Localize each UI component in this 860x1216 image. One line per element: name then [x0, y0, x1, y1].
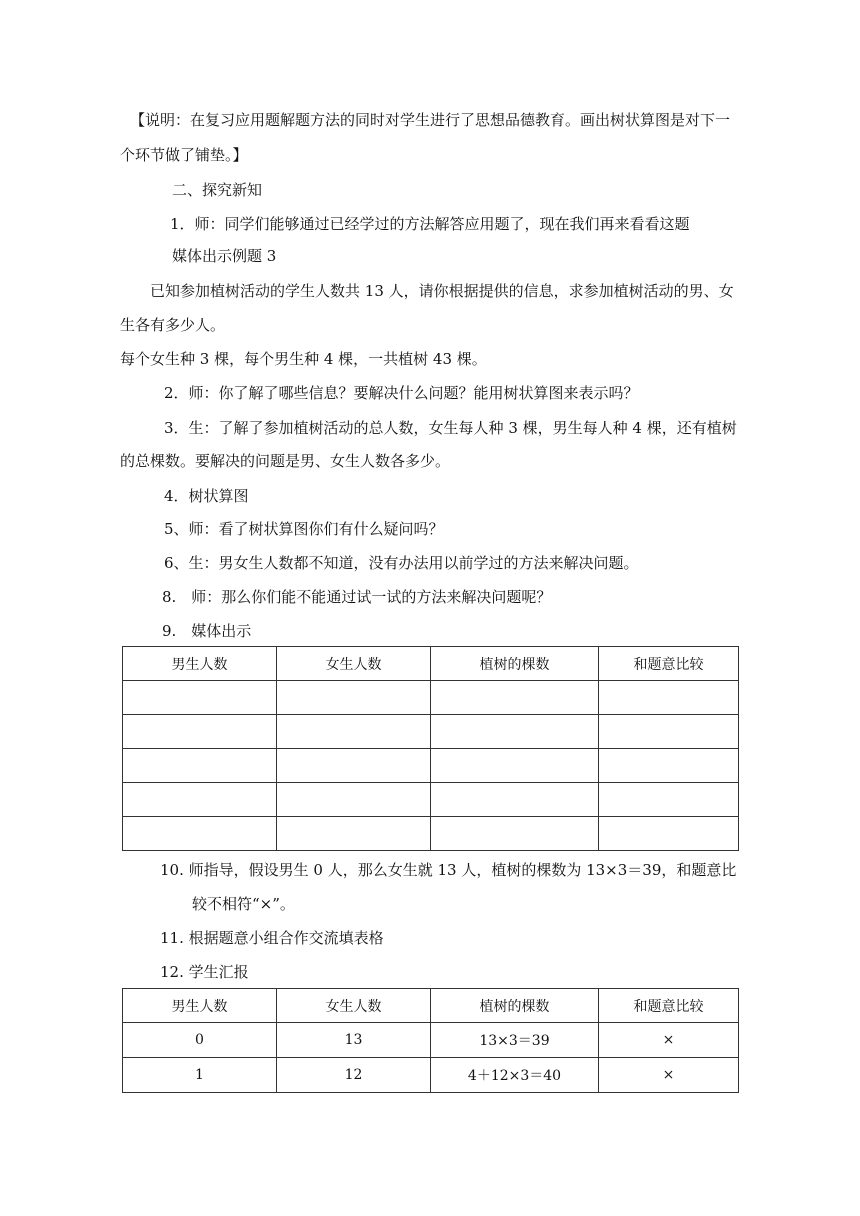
header-cell: 女生人数	[277, 647, 431, 681]
table-cell	[431, 749, 599, 783]
table-cell: 0	[123, 1023, 277, 1058]
problem-line-2: 生各有多少人。	[120, 316, 226, 334]
paragraph-9: 9. 媒体出示	[162, 622, 252, 640]
paragraph-3-line-1: 3．生：了解了参加植树活动的总人数，女生每人种 3 棵，男生每人种 4 棵，还有植树	[164, 419, 737, 437]
table-cell: ×	[599, 1058, 739, 1093]
empty-trial-table	[122, 646, 739, 851]
table-row	[123, 681, 739, 715]
paragraph-12: 12. 学生汇报	[160, 963, 249, 981]
table-cell	[599, 715, 739, 749]
table-row	[123, 1023, 739, 1058]
problem-line-1: 已知参加植树活动的学生人数共 13 人，请你根据提供的信息，求参加植树活动的男、女	[150, 282, 734, 300]
table-cell	[431, 715, 599, 749]
note-line-1: 【说明：在复习应用题解题方法的同时对学生进行了思想品德教育。画出树状算图是对下一	[130, 111, 731, 129]
paragraph-1: 1．师：同学们能够通过已经学过的方法解答应用题了，现在我们再来看看这题	[170, 215, 690, 233]
table-cell	[123, 749, 277, 783]
table-cell	[277, 681, 431, 715]
table-row	[123, 749, 739, 783]
table-cell	[277, 715, 431, 749]
table-row	[123, 1058, 739, 1093]
paragraph-5: 5、师：看了树状算图你们有什么疑问吗？	[164, 520, 444, 538]
table-cell	[431, 783, 599, 817]
table-cell: 13	[277, 1023, 431, 1058]
paragraph-11: 11. 根据题意小组合作交流填表格	[160, 929, 384, 947]
table-cell	[431, 817, 599, 851]
table-row	[123, 783, 739, 817]
paragraph-6: 6、生：男女生人数都不知道，没有办法用以前学过的方法来解决问题。	[164, 554, 639, 572]
paragraph-2: 2．师：你了解了哪些信息？要解决什么问题？能用树状算图来表示吗？	[164, 384, 639, 402]
paragraph-10-line-1: 10. 师指导，假设男生 0 人，那么女生就 13 人，植树的棵数为 13×3＝39，和题意比	[160, 861, 737, 879]
table-header-row	[123, 989, 739, 1023]
header-cell: 和题意比较	[599, 647, 739, 681]
table-cell: 13×3＝39	[431, 1023, 599, 1058]
header-cell: 植树的棵数	[431, 647, 599, 681]
report-table	[122, 988, 739, 1093]
paragraph-media-example: 媒体出示例题 3	[172, 247, 277, 265]
table-cell	[599, 783, 739, 817]
table-cell	[431, 681, 599, 715]
paragraph-4: 4．树状算图	[164, 487, 249, 505]
table-cell: 12	[277, 1058, 431, 1093]
table-cell: 1	[123, 1058, 277, 1093]
section-heading: 二、探究新知	[172, 181, 263, 199]
table-cell	[277, 817, 431, 851]
paragraph-3-line-2: 的总棵数。要解决的问题是男、女生人数各多少。	[120, 452, 451, 470]
table-cell: ×	[599, 1023, 739, 1058]
table-cell	[123, 783, 277, 817]
paragraph-8: 8. 师：那么你们能不能通过试一试的方法来解决问题呢？	[162, 588, 552, 606]
table-cell	[277, 749, 431, 783]
paragraph-10-line-2: 较不相符“×”。	[192, 895, 295, 913]
table-cell	[123, 681, 277, 715]
table-cell	[123, 715, 277, 749]
table-cell	[277, 783, 431, 817]
table-cell	[599, 681, 739, 715]
note-line-2: 个环节做了铺垫。】	[120, 146, 248, 164]
table-row	[123, 715, 739, 749]
table-cell	[599, 817, 739, 851]
table-row	[123, 817, 739, 851]
header-cell: 和题意比较	[599, 989, 739, 1023]
problem-line-3: 每个女生种 3 棵，每个男生种 4 棵，一共植树 43 棵。	[120, 350, 487, 368]
table-cell	[123, 817, 277, 851]
header-cell: 男生人数	[123, 647, 277, 681]
header-cell: 男生人数	[123, 989, 277, 1023]
table-cell	[599, 749, 739, 783]
table-cell: 4＋12×3＝40	[431, 1058, 599, 1093]
header-cell: 女生人数	[277, 989, 431, 1023]
header-cell: 植树的棵数	[431, 989, 599, 1023]
table-header-row	[123, 647, 739, 681]
